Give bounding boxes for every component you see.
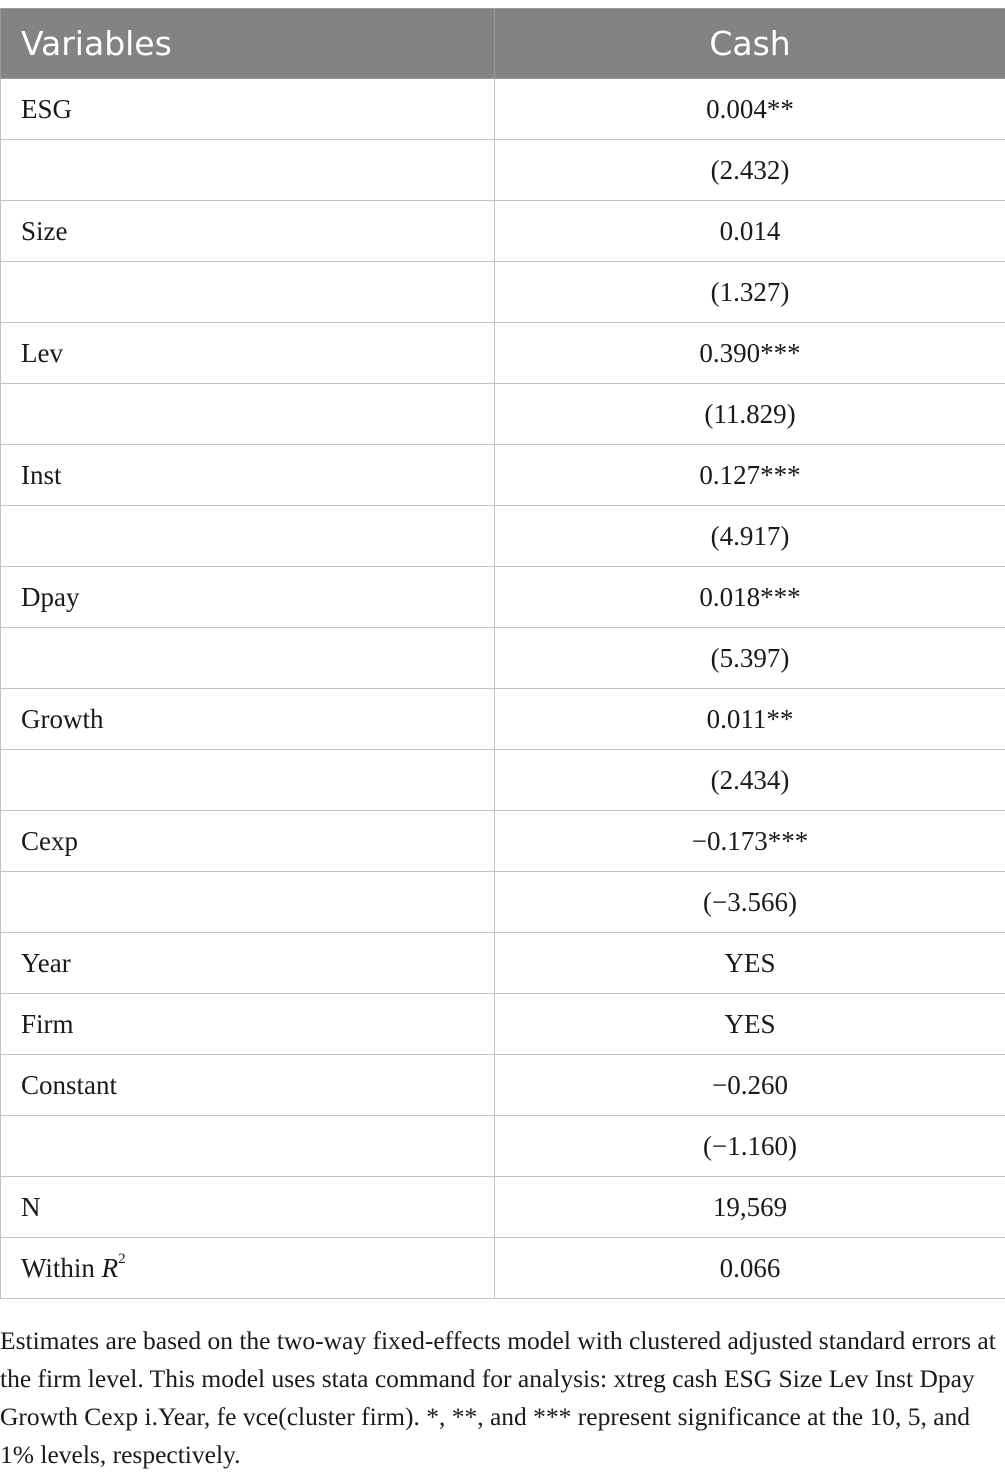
variable-cell: Lev: [1, 323, 495, 384]
table-row: [1, 628, 1005, 689]
value-cell: (5.397): [495, 628, 1005, 689]
variable-cell: [1, 140, 495, 201]
table-row: [1, 872, 1005, 933]
value-cell: 0.014: [495, 201, 1005, 262]
variable-cell: [1, 1116, 495, 1177]
r-symbol: R: [101, 1252, 119, 1283]
value-cell: (−3.566): [495, 872, 1005, 933]
value-cell: 0.066: [495, 1238, 1005, 1299]
header-variables: Variables: [1, 9, 495, 79]
header-cash: Cash: [495, 9, 1005, 79]
variable-cell: Inst: [1, 445, 495, 506]
value-cell: 0.018***: [495, 567, 1005, 628]
value-cell: (2.434): [495, 750, 1005, 811]
table-row: [1, 323, 1005, 384]
variable-cell-within-r2: [1, 1238, 495, 1299]
table-row: [1, 1116, 1005, 1177]
value-cell: (−1.160): [495, 1116, 1005, 1177]
table-row: [1, 1177, 1005, 1238]
table-header-row: [1, 9, 1005, 79]
value-cell: −0.173***: [495, 811, 1005, 872]
value-cell: (1.327): [495, 262, 1005, 323]
table-row: [1, 689, 1005, 750]
table-row: [1, 506, 1005, 567]
table-row: [1, 994, 1005, 1055]
variable-cell: [1, 750, 495, 811]
table-row: [1, 811, 1005, 872]
value-cell: YES: [495, 933, 1005, 994]
value-cell: 0.390***: [495, 323, 1005, 384]
variable-cell: Cexp: [1, 811, 495, 872]
variable-cell: [1, 384, 495, 445]
regression-table: [0, 8, 1005, 1299]
value-cell: (2.432): [495, 140, 1005, 201]
value-cell: YES: [495, 994, 1005, 1055]
value-cell: −0.260: [495, 1055, 1005, 1116]
variable-cell: Constant: [1, 1055, 495, 1116]
table-row: [1, 750, 1005, 811]
squared-superscript: 2: [118, 1250, 126, 1267]
table-row-within-r2: [1, 1238, 1005, 1299]
value-cell: (4.917): [495, 506, 1005, 567]
table-row: [1, 384, 1005, 445]
variable-cell: [1, 628, 495, 689]
variable-cell: ESG: [1, 79, 495, 140]
variable-cell: [1, 506, 495, 567]
value-cell: (11.829): [495, 384, 1005, 445]
table-footnote: Estimates are based on the two-way fixed-effects model with clustered adjusted standard errors at the firm level. This model uses stata command for analysis: xtreg cash ESG Size Lev Inst Dpay Growth Cexp i.Year, fe vce(cluster firm). *, **, and *** represent significance at the 10, 5, and 1% levels, respectively.: [0, 1326, 996, 1469]
within-label: Within: [21, 1252, 102, 1283]
table-row: [1, 79, 1005, 140]
variable-cell: Dpay: [1, 567, 495, 628]
variable-cell: Growth: [1, 689, 495, 750]
value-cell: 19,569: [495, 1177, 1005, 1238]
variable-cell: Size: [1, 201, 495, 262]
variable-cell: Firm: [1, 994, 495, 1055]
table-row: [1, 445, 1005, 506]
table-row: [1, 140, 1005, 201]
table-row: [1, 933, 1005, 994]
variable-cell: N: [1, 1177, 495, 1238]
table-body: [1, 79, 1005, 1299]
variable-cell: Year: [1, 933, 495, 994]
value-cell: 0.127***: [495, 445, 1005, 506]
variable-cell: [1, 262, 495, 323]
value-cell: 0.004**: [495, 79, 1005, 140]
table-row: [1, 567, 1005, 628]
table-row: [1, 201, 1005, 262]
table-row: [1, 262, 1005, 323]
table-row: [1, 1055, 1005, 1116]
value-cell: 0.011**: [495, 689, 1005, 750]
variable-cell: [1, 872, 495, 933]
